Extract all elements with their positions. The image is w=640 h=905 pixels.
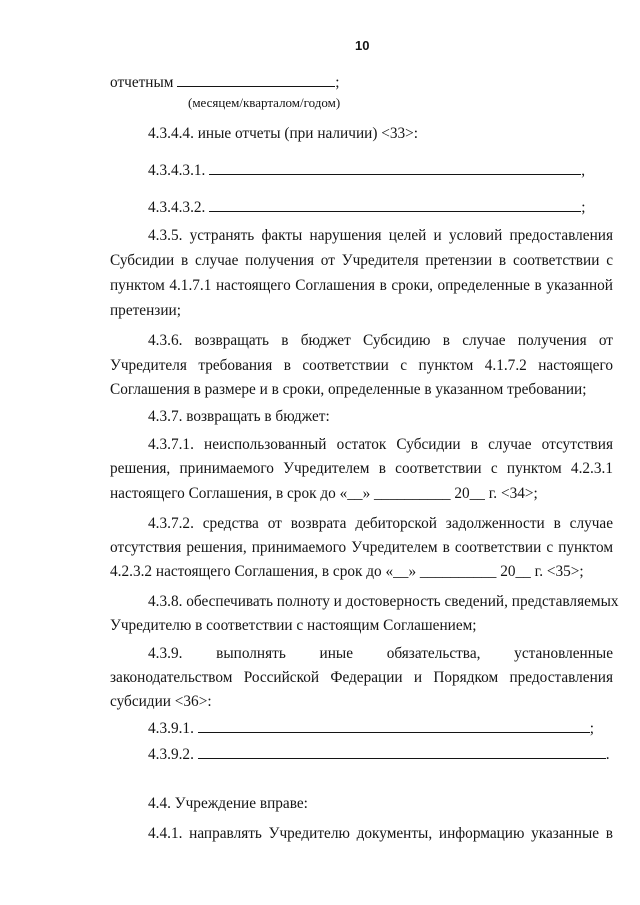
paragraph-4-3-7-1-line-3: настоящего Соглашения, в срок до «__» __________ 20__ г. <34>; xyxy=(110,485,538,502)
paragraph-4-3-4-4: 4.3.4.4. иные отчеты (при наличии) <33>: xyxy=(148,125,419,142)
text-fragment: отчетным xyxy=(110,74,178,91)
paragraph-4-3-5-line-3: пунктом 4.1.7.1 настоящего Соглашения в сроки, определенные в указанной xyxy=(110,277,613,294)
punctuation: ; xyxy=(589,720,594,737)
paragraph-4-3-5-line-2: Субсидии в случае получения от Учредителя претензии в соответствии с xyxy=(110,252,613,269)
paragraph-4-4-1-line-1: 4.4.1. направлять Учредителю документы, информацию указанные в xyxy=(148,825,613,842)
item-number: 4.3.9.2. xyxy=(148,746,198,763)
paragraph-4-3-9-line-2: законодательством Российской Федерации и Порядком предоставления xyxy=(110,669,613,686)
paragraph-4-3-7-1-line-1: 4.3.7.1. неиспользованный остаток Субсидии в случае отсутствия xyxy=(148,436,613,453)
punctuation: , xyxy=(581,162,586,179)
reporting-period-line xyxy=(110,72,340,93)
paragraph-4-3-9-line-1: 4.3.9. выполнять иные обязательства, установленные xyxy=(148,645,613,662)
paragraph-4-3-7-2-line-1: 4.3.7.2. средства от возврата дебиторской задолженности в случае xyxy=(148,515,613,532)
paragraph-4-3-7-2-line-2: отсутствия решения, принимаемого Учредителем в соответствии с пунктом xyxy=(110,539,613,556)
paragraph-4-3-7: 4.3.7. возвращать в бюджет: xyxy=(148,408,330,425)
item-number: 4.3.9.1. xyxy=(148,720,198,737)
paragraph-4-3-5-line-4: претензии; xyxy=(110,302,181,319)
fill-in-blank xyxy=(209,160,581,175)
paragraph-4-3-7-2-line-3: 4.2.3.2 настоящего Соглашения, в срок до «__» __________ 20__ г. <35>; xyxy=(110,563,584,580)
punctuation: . xyxy=(605,746,610,763)
paragraph-4-3-8-line-1: 4.3.8. обеспечивать полноту и достоверность сведений, представляемых xyxy=(148,593,619,610)
paragraph-4-3-6-line-1: 4.3.6. возвращать в бюджет Субсидию в случае получения от xyxy=(148,332,613,349)
period-caption: (месяцем/кварталом/годом) xyxy=(188,95,341,110)
punctuation: ; xyxy=(335,74,340,91)
paragraph-4-4: 4.4. Учреждение вправе: xyxy=(148,795,308,812)
item-number: 4.3.4.3.1. xyxy=(148,162,210,179)
paragraph-4-3-9-line-3: субсидии <36>: xyxy=(110,693,212,710)
fill-in-blank xyxy=(198,718,590,733)
paragraph-4-3-5-line-1: 4.3.5. устранять факты нарушения целей и условий предоставления xyxy=(148,227,613,244)
item-4-3-9-2 xyxy=(148,744,610,765)
paragraph-4-3-7-1-line-2: решения, принимаемого Учредителем в соответствии с пунктом 4.2.3.1 xyxy=(110,460,613,477)
item-4-3-9-1 xyxy=(148,718,594,739)
fill-in-blank xyxy=(198,744,606,759)
fill-in-blank xyxy=(177,72,335,87)
paragraph-4-3-6-line-3: Соглашения в размере и в сроки, определенные в указанном требовании; xyxy=(110,381,587,398)
page-number: 10 xyxy=(355,38,370,53)
item-4-3-4-3-2 xyxy=(148,197,585,218)
item-4-3-4-3-1 xyxy=(148,160,585,181)
fill-in-blank xyxy=(209,197,581,212)
paragraph-4-3-6-line-2: Учредителя требования в соответствии с пунктом 4.1.7.2 настоящего xyxy=(110,357,613,374)
punctuation: ; xyxy=(581,199,586,216)
paragraph-4-3-8-line-2: Учредителю в соответствии с настоящим Соглашением; xyxy=(110,617,477,634)
item-number: 4.3.4.3.2. xyxy=(148,199,210,216)
